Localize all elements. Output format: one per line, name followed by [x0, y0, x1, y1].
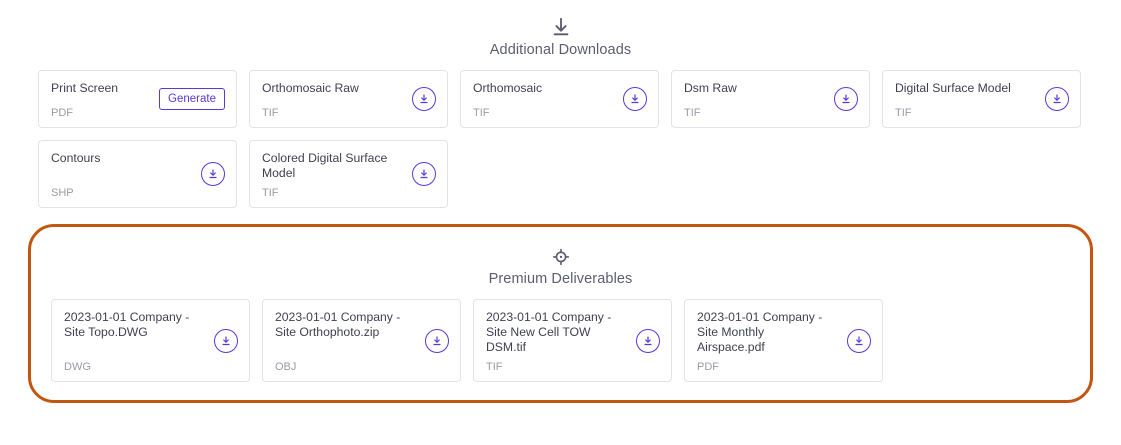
- download-card-filetype: TIF: [262, 187, 279, 199]
- premium-deliverables-title: Premium Deliverables: [488, 271, 633, 287]
- download-card-filetype: TIF: [473, 107, 490, 119]
- download-card-title: Print Screen: [51, 81, 119, 95]
- download-card-action: [1045, 87, 1069, 111]
- download-card-action: [214, 329, 238, 353]
- download-icon-button[interactable]: [1045, 87, 1069, 111]
- download-card-title: Dsm Raw: [684, 81, 737, 95]
- download-card-title: Colored Digital Surface Model: [262, 151, 388, 180]
- download-card-title: 2023-01-01 Company - Site New Cell TOW DSM.tif: [486, 310, 612, 354]
- download-card-title: Digital Surface Model: [895, 81, 1011, 95]
- additional-downloads-header: [0, 0, 1121, 58]
- download-card-action: [847, 329, 871, 353]
- download-card: [249, 70, 448, 128]
- download-card: [38, 70, 237, 128]
- download-card-filetype: SHP: [51, 187, 74, 199]
- download-icon-button[interactable]: [412, 87, 436, 111]
- download-card-title: 2023-01-01 Company - Site Topo.DWG: [64, 310, 190, 339]
- download-card-filetype: PDF: [697, 361, 719, 373]
- download-card-action: [425, 329, 449, 353]
- download-card-action: [159, 88, 225, 110]
- download-card-filetype: DWG: [64, 361, 91, 373]
- download-icon-button[interactable]: [847, 329, 871, 353]
- download-card-title: Orthomosaic Raw: [262, 81, 359, 95]
- generate-button[interactable]: Generate: [159, 88, 225, 110]
- download-card-action: [412, 87, 436, 111]
- download-card-filetype: TIF: [684, 107, 701, 119]
- additional-downloads-title: Additional Downloads: [489, 42, 632, 58]
- download-icon-button[interactable]: [636, 329, 660, 353]
- download-card: [882, 70, 1081, 128]
- download-icon: [550, 16, 572, 38]
- premium-deliverables-grid: [41, 299, 1080, 382]
- download-card-filetype: PDF: [51, 107, 73, 119]
- download-card-filetype: TIF: [486, 361, 503, 373]
- download-card: [473, 299, 672, 382]
- download-card-action: [201, 162, 225, 186]
- download-card: [51, 299, 250, 382]
- download-card: [262, 299, 461, 382]
- premium-deliverables-header: [41, 229, 1080, 287]
- download-icon-button[interactable]: [214, 329, 238, 353]
- download-card-action: [623, 87, 647, 111]
- premium-deliverables-section: [28, 224, 1093, 403]
- download-card-filetype: TIF: [262, 107, 279, 119]
- download-card-action: [834, 87, 858, 111]
- download-card-title: Orthomosaic: [473, 81, 543, 95]
- premium-target-icon: [550, 245, 572, 267]
- download-card-action: [412, 162, 436, 186]
- download-icon-button[interactable]: [834, 87, 858, 111]
- download-card: [249, 140, 448, 208]
- download-card: [684, 299, 883, 382]
- download-card: [460, 70, 659, 128]
- download-card-filetype: OBJ: [275, 361, 297, 373]
- download-icon-button[interactable]: [425, 329, 449, 353]
- download-card-action: [636, 329, 660, 353]
- download-card: [671, 70, 870, 128]
- download-card-title: 2023-01-01 Company - Site Monthly Airspace.pdf: [697, 310, 823, 354]
- download-card-title: 2023-01-01 Company - Site Orthophoto.zip: [275, 310, 401, 339]
- download-card-filetype: TIF: [895, 107, 912, 119]
- download-icon-button[interactable]: [412, 162, 436, 186]
- download-icon-button[interactable]: [623, 87, 647, 111]
- download-card: [38, 140, 237, 208]
- additional-downloads-grid: [0, 70, 1121, 208]
- download-card-title: Contours: [51, 151, 101, 165]
- download-icon-button[interactable]: [201, 162, 225, 186]
